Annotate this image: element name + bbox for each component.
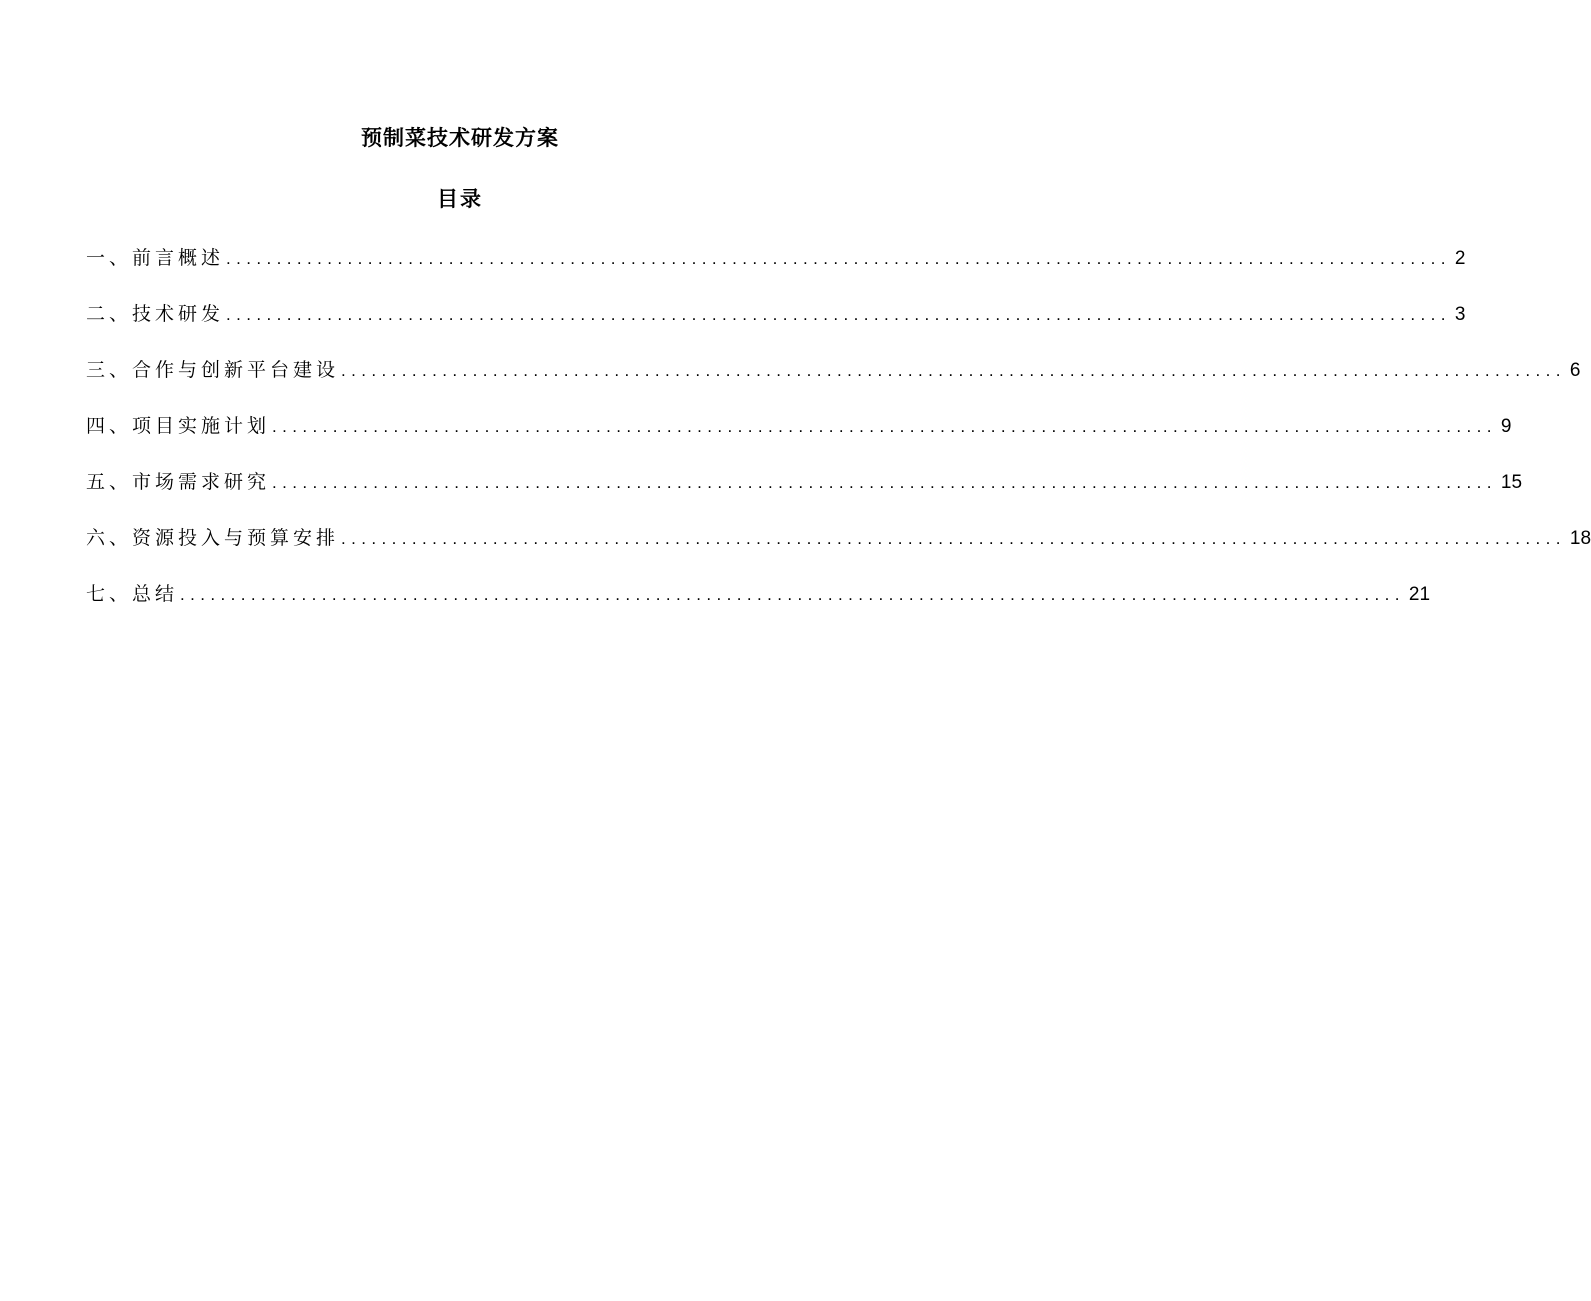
- toc-entry-tech-rd[interactable]: [86, 296, 1466, 352]
- toc-dot-leader: .........................................................................................................................: [341, 361, 1566, 380]
- toc-entry-label: 五、市场需求研究: [86, 471, 271, 493]
- toc-entry-label: 三、合作与创新平台建设: [86, 359, 340, 381]
- toc-dot-leader: .........................................................................................................................: [180, 585, 1405, 604]
- toc-dot-leader: .........................................................................................................................: [272, 417, 1497, 436]
- toc-entry-page: 15: [1500, 472, 1523, 493]
- toc-entry-label: 六、资源投入与预算安排: [86, 527, 340, 549]
- toc-entry-page: 21: [1408, 584, 1431, 605]
- toc-dot-leader: .........................................................................................................................: [272, 473, 1497, 492]
- toc-entry-cooperation-platform[interactable]: [86, 352, 1581, 408]
- toc-entry-page: 2: [1454, 248, 1466, 269]
- document-title: 预制菜技术研发方案: [361, 126, 559, 150]
- toc-entry-page: 18: [1569, 528, 1591, 549]
- toc-entry-page: 9: [1500, 416, 1512, 437]
- toc-entry-label: 七、总结: [86, 583, 179, 605]
- toc-entry-market-research[interactable]: [86, 464, 1523, 520]
- toc-entry-page: 3: [1454, 304, 1466, 325]
- toc-entry-implementation-plan[interactable]: [86, 408, 1512, 464]
- toc-entry-label: 二、技术研发: [86, 303, 225, 325]
- toc-entry-label: 一、前言概述: [86, 247, 225, 269]
- toc-entry-resources-budget[interactable]: [86, 520, 1591, 576]
- table-of-contents: [86, 240, 1591, 632]
- toc-entry-label: 四、项目实施计划: [86, 415, 271, 437]
- toc-heading: 目录: [437, 187, 483, 211]
- toc-entry-summary[interactable]: [86, 576, 1431, 632]
- toc-dot-leader: .........................................................................................................................: [226, 249, 1451, 268]
- toc-entry-preface[interactable]: [86, 240, 1466, 296]
- toc-entry-page: 6: [1569, 360, 1581, 381]
- toc-dot-leader: .........................................................................................................................: [226, 305, 1451, 324]
- toc-dot-leader: .........................................................................................................................: [341, 529, 1566, 548]
